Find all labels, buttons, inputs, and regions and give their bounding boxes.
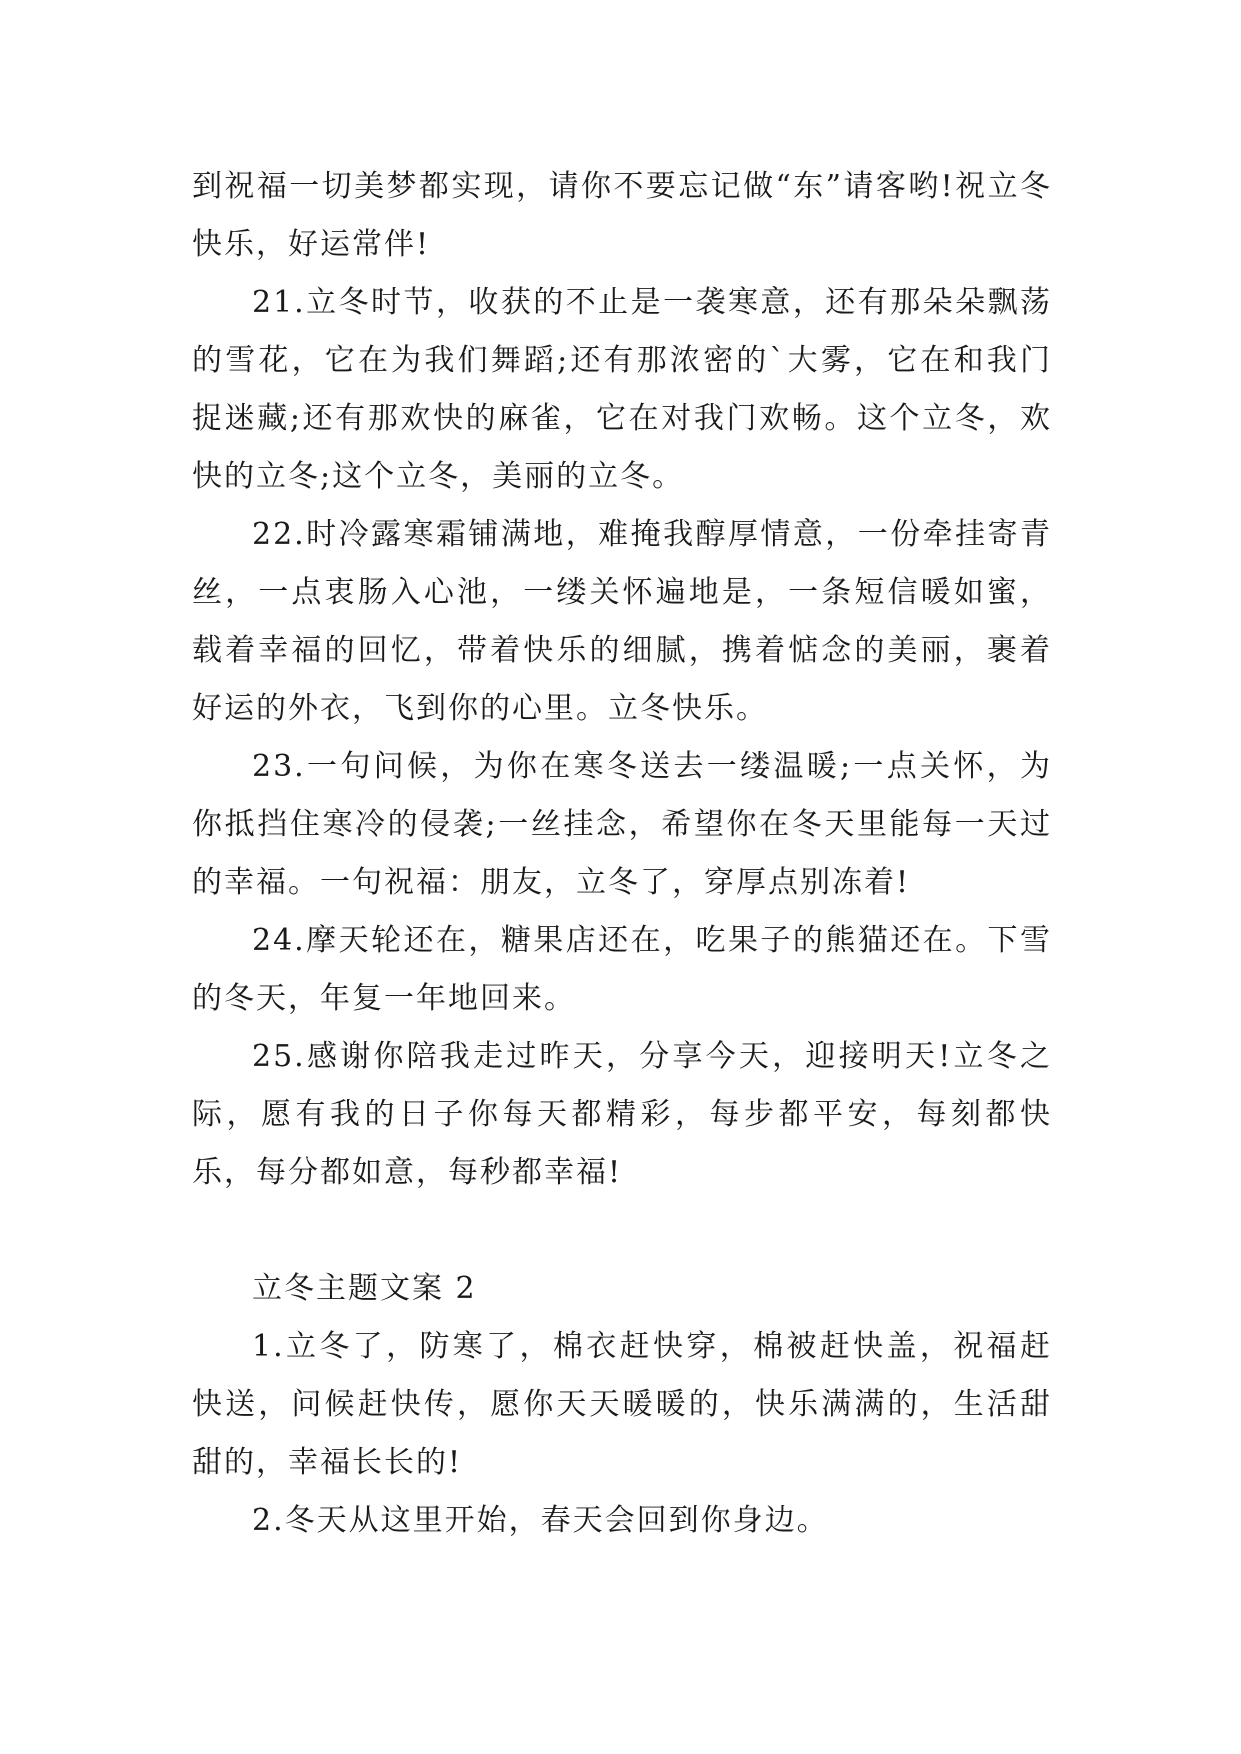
document-body xyxy=(192,158,1052,1550)
paragraph-continuation: 到祝福一切美梦都实现，请你不要忘记做“东”请客哟!祝立冬快乐，好运常伴! xyxy=(192,169,1052,262)
section-heading: 立冬主题文案 2 xyxy=(252,1271,477,1306)
paragraph-item-21: 21.立冬时节，收获的不止是一袭寒意，还有那朵朵飘荡的雪花，它在为我们舞蹈;还有那浓密的`大雾，它在和我门捉迷藏;还有那欢快的麻雀，它在对我门欢畅。这个立冬，欢快的立冬;这个立冬，美丽的立冬。 xyxy=(192,285,1052,494)
paragraph-item-2: 2.冬天从这里开始，春天会回到你身边。 xyxy=(252,1503,829,1538)
paragraph-item-23: 23.一句问候，为你在寒冬送去一缕温暖;一点关怀，为你抵挡住寒冷的侵袭;一丝挂念，希望你在冬天里能每一天过的幸福。一句祝福：朋友，立冬了，穿厚点别冻着! xyxy=(192,749,1052,900)
paragraph-item-22: 22.时冷露寒霜铺满地，难掩我醇厚情意，一份牵挂寄青丝，一点衷肠入心池，一缕关怀遍地是，一条短信暖如蜜，载着幸福的回忆，带着快乐的细腻，携着惦念的美丽，裹着好运的外衣，飞到你的心里。立冬快乐。 xyxy=(192,517,1052,726)
paragraph-item-1: 1.立冬了，防寒了，棉衣赶快穿，棉被赶快盖，祝福赶快送，问候赶快传，愿你天天暖暖的，快乐满满的，生活甜甜的，幸福长长的! xyxy=(192,1329,1052,1480)
paragraph-item-25: 25.感谢你陪我走过昨天，分享今天，迎接明天!立冬之际，愿有我的日子你每天都精彩，每步都平安，每刻都快乐，每分都如意，每秒都幸福! xyxy=(192,1039,1052,1190)
paragraph-item-24: 24.摩天轮还在，糖果店还在，吃果子的熊猫还在。下雪的冬天，年复一年地回来。 xyxy=(192,923,1052,1016)
